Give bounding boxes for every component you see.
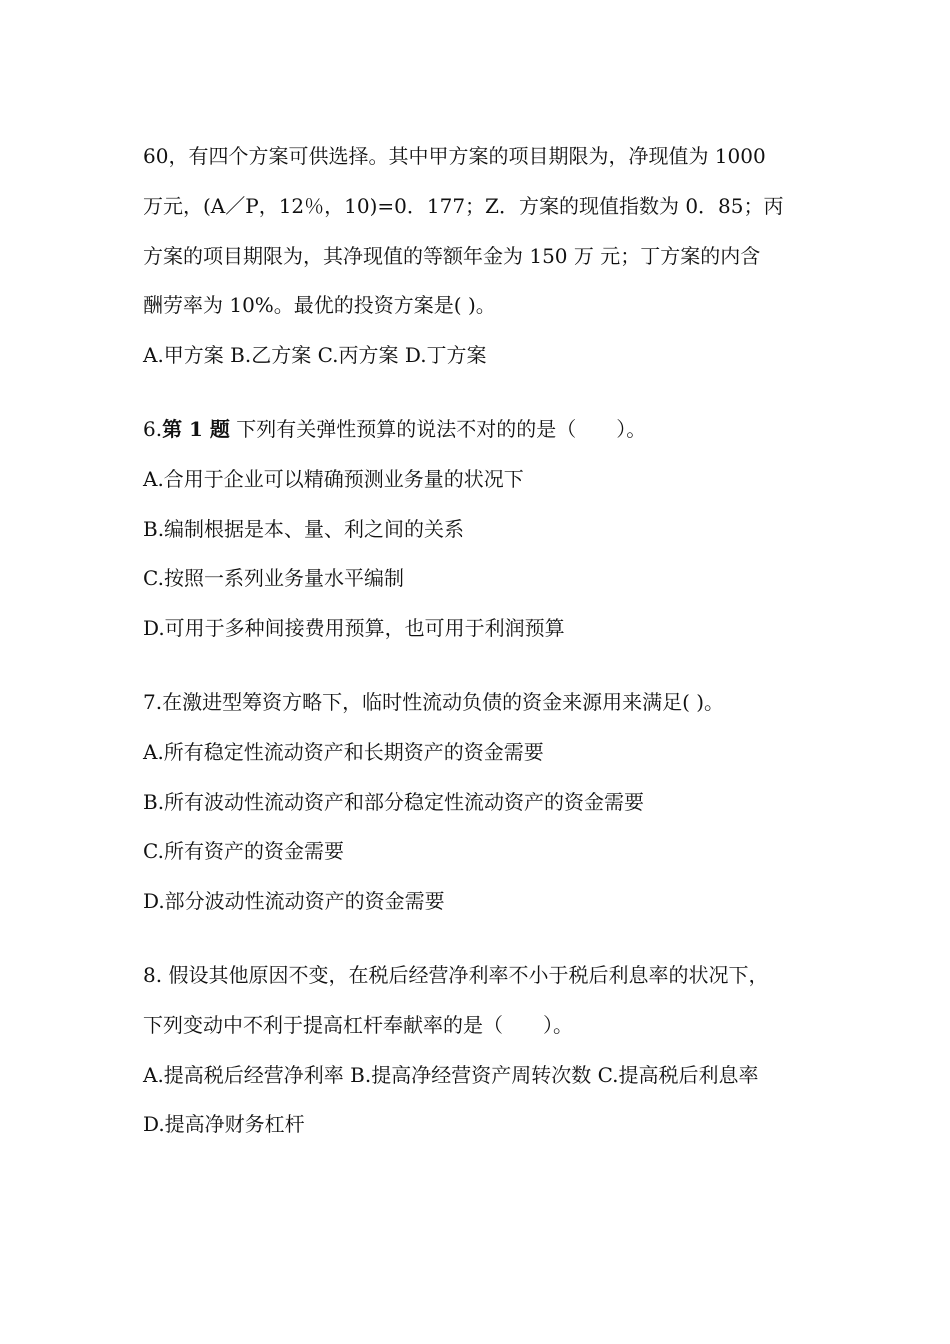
question-7 <box>143 678 843 927</box>
question-8 <box>143 951 843 1150</box>
paragraph-spacer <box>143 381 843 405</box>
answer-option-d: D.可用于多种间接费用预算，也可用于利润预算 <box>143 616 565 641</box>
question-stem <box>143 405 843 455</box>
question-6 <box>143 405 843 654</box>
answer-option-d: D.部分波动性流动资产的资金需要 <box>143 889 445 914</box>
answer-option-b: B.编制根据是本、量、利之间的关系 <box>143 516 465 541</box>
question-stem: 7.在激进型筹资方略下，临时性流动负债的资金来源用来满足( )。 <box>143 689 725 714</box>
question-text-line: 酬劳率为 10%。最优的投资方案是( )。 <box>143 293 496 318</box>
answer-options: A.甲方案 B.乙方案 C.丙方案 D.丁方案 <box>143 343 487 368</box>
answer-option-c: C.所有资产的资金需要 <box>143 839 344 864</box>
answer-option-d: D.提高净财务杠杆 <box>143 1112 305 1137</box>
answer-option-a: A.所有稳定性流动资产和长期资产的资金需要 <box>143 739 544 764</box>
paragraph-spacer <box>143 927 843 951</box>
question-text-line: 8. 假设其他原因不变，在税后经营净利率不小于税后利息率的状况下， <box>143 962 769 987</box>
question-text-line: 万元，(A／P，12％，10)=0．177；Z．方案的现值指数为 0．85；丙 <box>143 193 784 218</box>
paragraph-spacer <box>143 654 843 678</box>
question-text-line: 方案的项目期限为，其净现值的等额年金为 150 万 元；丁方案的内含 <box>143 243 761 268</box>
question-5-continued <box>143 132 843 381</box>
question-stem-text: 下列有关弹性预算的说法不对的的是（ ）。 <box>229 416 647 441</box>
question-text-line: 下列变动中不利于提高杠杆奉献率的是（ ）。 <box>143 1012 573 1037</box>
answer-option-c: C.按照一系列业务量水平编制 <box>143 566 404 591</box>
answer-option-a: A.合用于企业可以精确预测业务量的状况下 <box>143 466 524 491</box>
answer-option-b: B.所有波动性流动资产和部分稳定性流动资产的资金需要 <box>143 789 645 814</box>
document-page <box>143 132 843 1150</box>
question-number: 6. <box>143 416 163 441</box>
question-text-line: 60，有四个方案可供选择。其中甲方案的项目期限为，净现值为 1000 <box>143 144 766 168</box>
answer-options: A.提高税后经营净利率 B.提高净经营资产周转次数 C.提高税后利息率 <box>143 1062 759 1087</box>
question-label: 第 1 题 <box>162 416 230 441</box>
